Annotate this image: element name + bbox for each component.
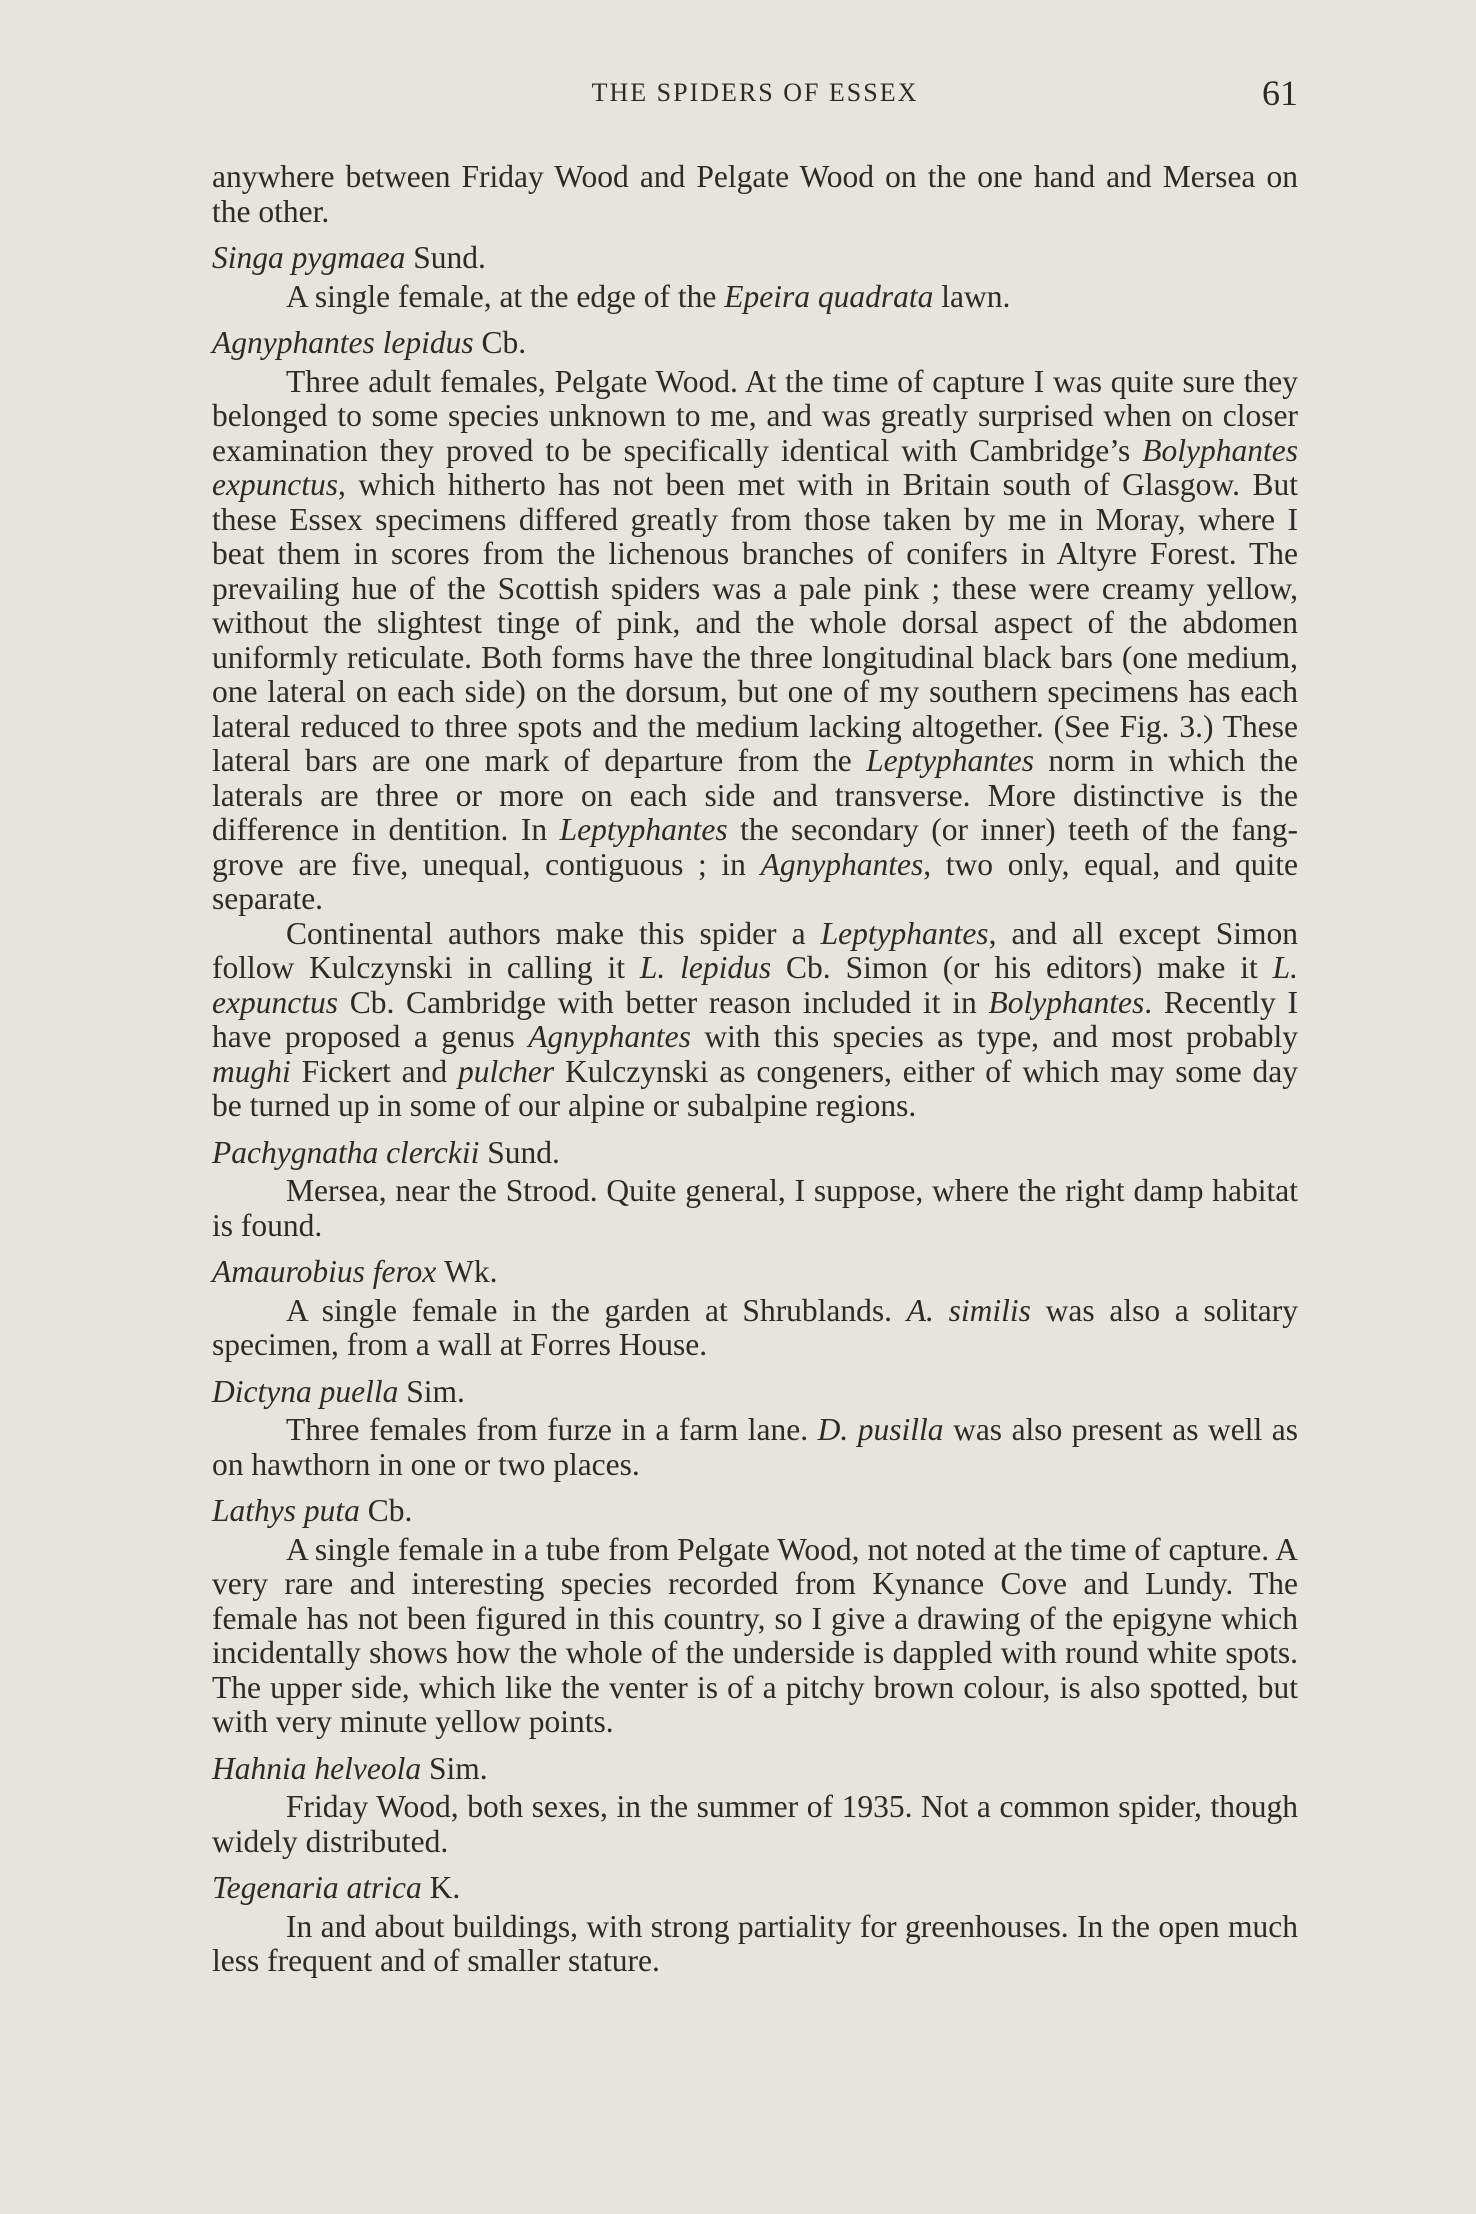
- italic-text: A. similis: [906, 1292, 1031, 1328]
- text-run: , and all except Simon follow Kulczynski in calling it: [212, 915, 1298, 985]
- paragraph: [212, 280, 1298, 315]
- text-run: A single female, at the edge of the: [286, 278, 725, 314]
- paragraph: [212, 1413, 1298, 1482]
- text-run: was also a solitary specimen, from a wall at Forres House.: [212, 1292, 1298, 1362]
- paragraph: A single female in a tube from Pelgate Wood, not noted at the time of capture. A very rare and interesting species recorded from Kynance Cove and Lundy. The female has not been figured in this country, so I give a drawing of the epigyne which incidentally shows how the whole of the underside is dappled with round white spots. The upper side, which like the venter is of a pitchy brown colour, is also spotted, but with very minute yellow points.: [212, 1531, 1298, 1739]
- species-heading: [212, 1136, 1298, 1171]
- text-run: A single female in the garden at Shrublands.: [286, 1292, 907, 1328]
- text-run: . Recently I have proposed a genus: [212, 984, 1298, 1054]
- species-authority: Cb.: [367, 1493, 413, 1528]
- text-run: was also present as well as on hawthorn in one or two places.: [212, 1412, 1299, 1482]
- italic-text: Leptyphantes: [866, 743, 1035, 778]
- text-run: , two only, equal, and quite separate.: [212, 846, 1298, 916]
- italic-text: Epeira quadrata: [724, 278, 934, 314]
- species-heading: [212, 1494, 1298, 1529]
- species-heading: [212, 241, 1298, 276]
- species-name: Agnyphantes lepidus: [212, 325, 474, 360]
- text-run: Fickert and: [290, 1053, 458, 1089]
- text-run: lawn.: [933, 278, 1011, 314]
- species-authority: Sim.: [406, 1373, 465, 1409]
- italic-text: Agnyphantes: [760, 846, 924, 882]
- paragraph: anywhere between Friday Wood and Pelgate Wood on the one hand and Mersea on the other.: [212, 159, 1298, 229]
- species-authority: Sund.: [413, 240, 486, 275]
- species-name: Tegenaria atrica: [212, 1870, 422, 1905]
- text-run: with this species as type, and most probably: [690, 1019, 1298, 1054]
- species-authority: Wk.: [444, 1254, 498, 1289]
- italic-text: Agnyphantes: [528, 1019, 691, 1054]
- italic-text: L. lepidus: [639, 950, 772, 985]
- running-title: THE SPIDERS OF ESSEX: [591, 78, 919, 107]
- text-run: the secondary (or inner) teeth of the fang-grove are five, unequal, contiguous ; in: [212, 812, 1298, 882]
- paragraph: [212, 365, 1298, 917]
- paragraph: Mersea, near the Strood. Quite general, I suppose, where the right damp habitat is found.: [212, 1173, 1298, 1243]
- body-text: [212, 160, 1298, 1979]
- species-heading: [212, 1375, 1298, 1410]
- italic-text: Bolyphantes expunctus: [212, 432, 1298, 502]
- text-run: Cb. Simon (or his editors) make it: [771, 950, 1273, 985]
- paragraph: [212, 917, 1298, 1124]
- text-run: norm in which the laterals are three or more on each side and transverse. More distinctive is the difference in dentition. In: [212, 743, 1298, 847]
- species-authority: Sim.: [428, 1750, 488, 1786]
- italic-text: pulcher: [457, 1053, 555, 1089]
- italic-text: L. expunctus: [212, 950, 1298, 1020]
- italic-text: Leptyphantes: [559, 812, 728, 847]
- species-name: Hahnia helveola: [212, 1750, 422, 1786]
- species-heading: [212, 1871, 1298, 1906]
- text-run: Three adult females, Pelgate Wood. At the time of capture I was quite sure they belonged to some species unknown to me, and was greatly surprised when on closer examination they proved to be specifically identical with Cambridge’s: [212, 363, 1298, 468]
- page-number: 61: [1262, 73, 1298, 113]
- text-run: Kulczynski as congeners, either of which may some day be turned up in some of our alpine or subalpine regions.: [212, 1053, 1298, 1123]
- text-run: , which hitherto has not been met with in Britain south of Glasgow. But these Essex specimens differed greatly from those taken by me in Moray, where I beat them in scores from the lichenous branches of conifers in Altyre Forest. The prevailing hue of the Scottish spiders was a pale pink ; these were creamy yellow, without the slightest tinge of pink, and the whole dorsal aspect of the abdomen uniformly reticulate. Both forms have the three longitudinal black bars (one medium, one lateral on each side) on the dorsum, but one of my southern specimens has each lateral reduced to three spots and the medium lacking altogether. (See Fig. 3.) These lateral bars are one mark of departure from the: [212, 467, 1298, 778]
- species-authority: Sund.: [487, 1134, 560, 1170]
- italic-text: D. pusilla: [817, 1412, 944, 1447]
- species-heading: [212, 1255, 1298, 1290]
- species-name: Lathys puta: [212, 1493, 360, 1528]
- species-name: Dictyna puella: [212, 1373, 399, 1409]
- species-authority: Cb.: [481, 325, 527, 360]
- species-heading: [212, 326, 1298, 361]
- paragraph: [212, 1294, 1298, 1363]
- species-name: Pachygnatha clerckii: [212, 1134, 480, 1170]
- species-heading: [212, 1752, 1298, 1787]
- italic-text: Leptyphantes: [820, 915, 989, 951]
- text-run: Cb. Cambridge with better reason included it in: [337, 984, 989, 1020]
- italic-text: Bolyphantes: [988, 984, 1145, 1020]
- paragraph: Friday Wood, both sexes, in the summer of 1935. Not a common spider, though widely distributed.: [212, 1789, 1298, 1859]
- paragraph: In and about buildings, with strong partiality for greenhouses. In the open much less frequent and of smaller stature.: [212, 1908, 1298, 1978]
- page-header: [212, 73, 1298, 122]
- species-name: Singa pygmaea: [212, 240, 406, 275]
- text-run: Three females from furze in a farm lane.: [286, 1412, 818, 1447]
- species-authority: K.: [429, 1870, 461, 1905]
- text-run: Continental authors make this spider a: [286, 915, 821, 951]
- italic-text: mughi: [212, 1053, 291, 1089]
- species-name: Amaurobius ferox: [212, 1254, 437, 1289]
